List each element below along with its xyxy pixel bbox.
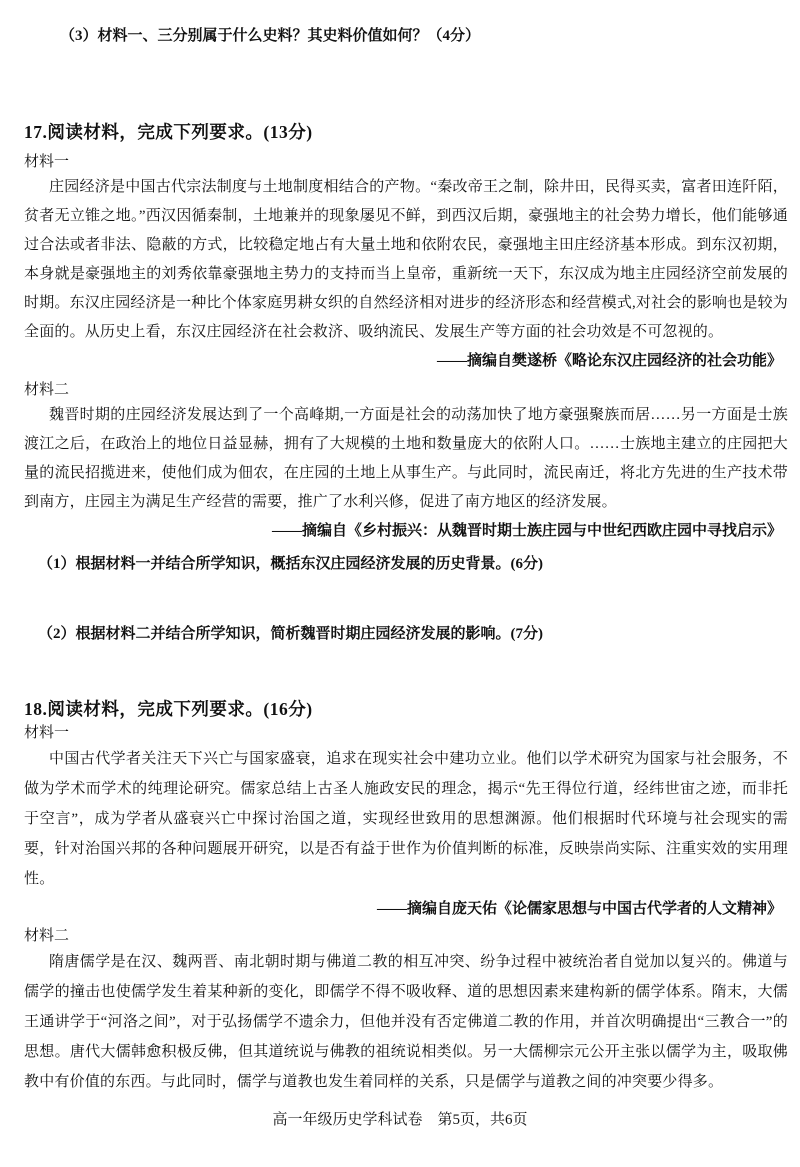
q17-material-2-text: 魏晋时期的庄园经济发展达到了一个高峰期,一方面是社会的动荡加快了地方豪强聚族而居……另一方面是士族渡江之后，在政治上的地位日益显赫，拥有了大规模的土地和数量庞大的依附人口。……士族地主建立的庄园把大量的流民招揽进来，使他们成为佃农，在庄园的土地上从事生产。与此同时，流民南迁，将北方先进的生产技术带到南方，庄园主为满足生产经营的需要，推广了水利兴修，促进了南方地区的经济发展。 [24,407,788,510]
q17-material-1-label: 材料一 [24,154,70,170]
q17-sub-question-2: （2）根据材料二并结合所学知识，简析魏晋时期庄园经济发展的影响。(7分) [38,626,543,642]
q17-material-1-text: 庄园经济是中国古代宗法制度与土地制度相结合的产物。“秦改帝王之制，除井田，民得买卖，富者田连阡陌，贫者无立锥之地。”西汉因循秦制，土地兼并的现象屡见不鲜，到西汉后期，豪强地主的社会势力增长，他们能够通过合法或者非法、隐蔽的方式，比较稳定地占有大量土地和依附农民，豪强地主田庄经济基本形成。到东汉初期，本身就是豪强地主的刘秀依靠豪强地主势力的支持而当上皇帝，重新统一天下，东汉成为地主庄园经济空前发展的时期。东汉庄园经济是一种比个体家庭男耕女织的自然经济相对进步的经济形态和经营模式,对社会的影响也是较为全面的。从历史上看，东汉庄园经济在社会救济、吸纳流民、发展生产等方面的社会功效是不可忽视的。 [24,179,788,340]
q17-material-2-source: ——摘编自《乡村振兴：从魏晋时期士族庄园与中世纪西欧庄园中寻找启示》 [271,523,782,539]
q17-material-2-label: 材料二 [24,382,70,398]
q18-material-2-text: 隋唐儒学是在汉、魏两晋、南北朝时期与佛道二教的相互冲突、纷争过程中被统治者自觉加以复兴的。佛道与儒学的撞击也使儒学发生着某种新的变化，即儒学不得不吸收释、道的思想因素来建构新的儒学体系。隋末，大儒王通讲学于“河洛之间”，对于弘扬儒学不遗余力，但他并没有否定佛道二教的作用，并首次明确提出“三教合一”的思想。唐代大儒韩愈积极反佛，但其道统说与佛教的祖统说相类似。另一大儒柳宗元公开主张以儒学为主，吸取佛教中有价值的东西。与此同时，儒学与道教也发生着同样的关系，只是儒学与道教之间的冲突要少得多。 [24,954,788,1090]
question-16-part3: （3）材料一、三分别属于什么史料？其史料价值如何？（4分） [60,28,481,44]
q18-material-1-source: ——摘编自庞天佑《论儒家思想与中国古代学者的人文精神》 [376,901,782,917]
q17-sub-question-1: （1）根据材料一并结合所学知识，概括东汉庄园经济发展的历史背景。(6分) [38,556,543,572]
q18-material-1-text: 中国古代学者关注天下兴亡与国家盛衰，追求在现实社会中建功立业。他们以学术研究为国家与社会服务，不做为学术而学术的纯理论研究。儒家总结上古圣人施政安民的理念，揭示“先王得位行道，经纬世宙之迹，而非托于空言”，成为学者从盛衰兴亡中探讨治国之道，实现经世致用的思想渊源。他们根据时代环境与社会现实的需要，针对治国兴邦的各种问题展开研究，以是否有益于世作为价值判断的标准，反映崇尚实际、注重实效的实用理性。 [24,751,788,887]
question-17-title: 17.阅读材料，完成下列要求。(13分) [24,122,313,142]
q18-material-2-label: 材料二 [24,928,70,944]
question-18-title: 18.阅读材料，完成下列要求。(16分) [24,699,313,719]
q17-material-1-source: ——摘编自樊遂桥《略论东汉庄园经济的社会功能》 [436,353,782,369]
q18-material-1-label: 材料一 [24,725,70,741]
page-footer: 高一年级历史学科试卷 第5页，共6页 [272,1112,528,1128]
